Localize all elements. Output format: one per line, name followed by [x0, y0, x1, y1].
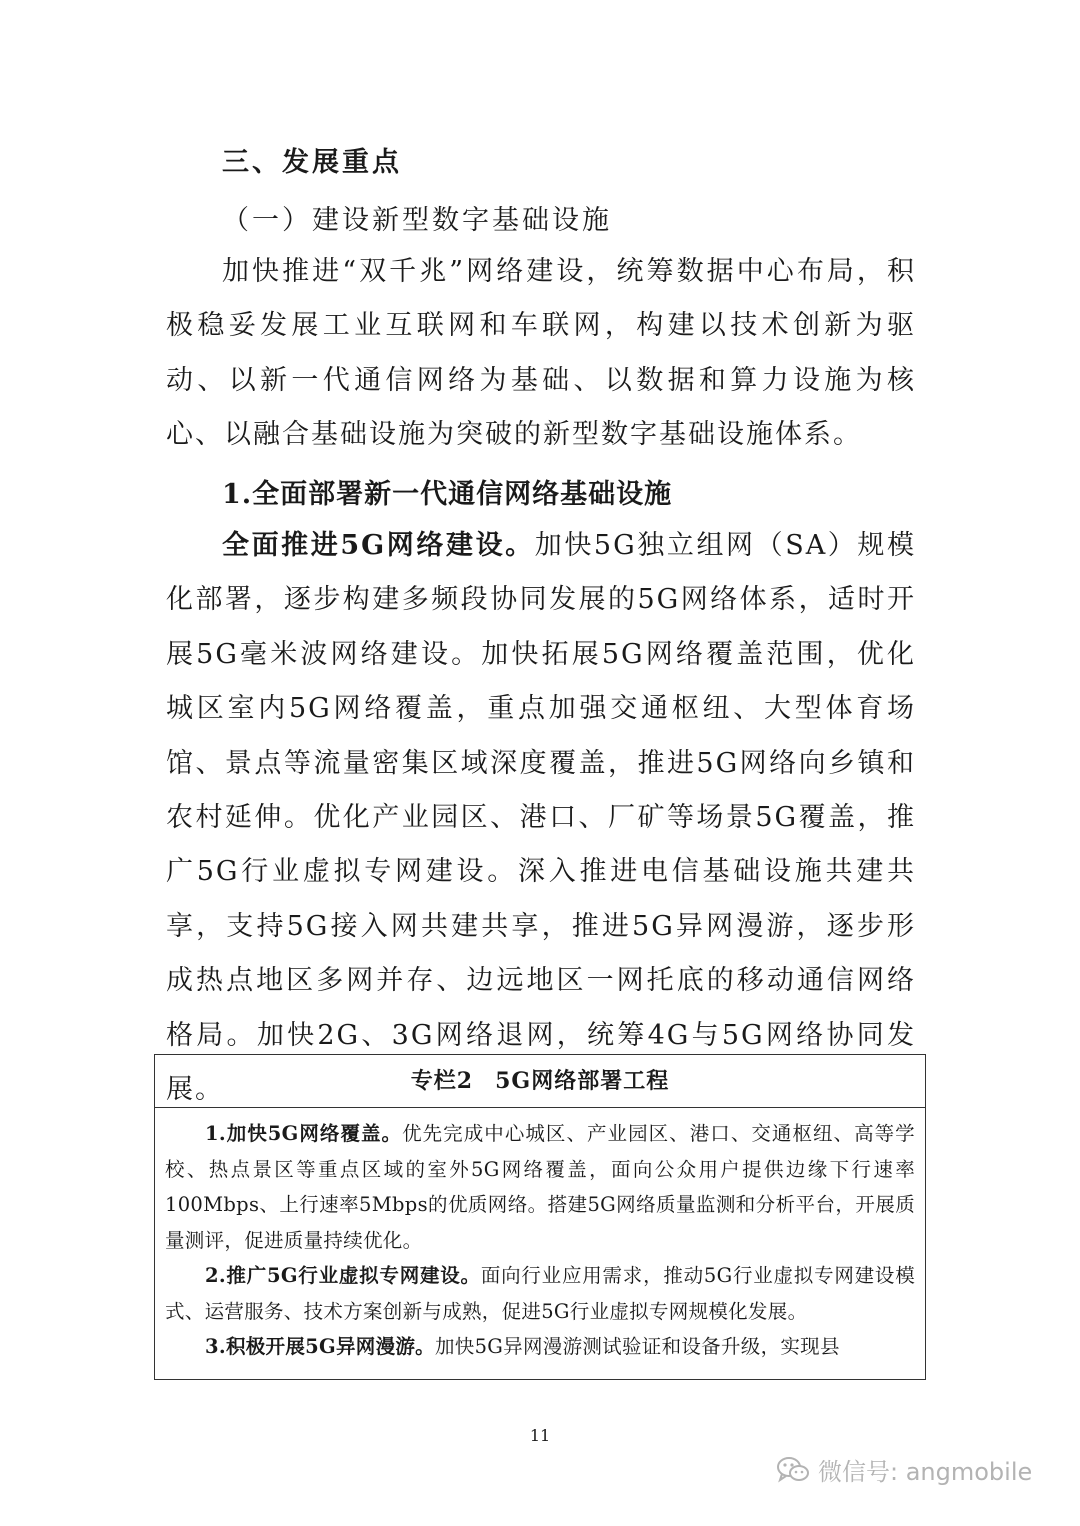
box-title — [155, 1055, 925, 1108]
item1-title: 1.全面部署新一代通信网络基础设施 — [222, 479, 673, 510]
watermark-text: 微信号: angmobile — [818, 1458, 1033, 1486]
box-item-body: 加快5G异网漫游测试验证和设备升级，实现县 — [434, 1335, 840, 1358]
5g-network-paragraph — [166, 519, 916, 1117]
section-title: 三、发展重点 — [222, 147, 402, 178]
box-item-head: 2.推广5G行业虚拟专网建设。 — [205, 1264, 481, 1287]
box-title-label: 专栏2 — [410, 1068, 474, 1094]
page-number: 11 — [529, 1426, 551, 1445]
box-item — [165, 1258, 915, 1329]
paragraph-lead: 全面推进5G网络建设。 — [222, 530, 535, 561]
box-item-body: 优先完成中心城区、产业园区、港口、交通枢纽、高等学校、热点景区等重点区域的室外5G网络覆盖，面向公众用户提供边缘下行速率100Mbps、上行速率5Mbps的优质网络。搭建5G网络质量监测和分析平台，开展质量测评，促进质量持续优化。 — [165, 1122, 915, 1252]
box-item — [165, 1329, 915, 1365]
box-item-head: 1.加快5G网络覆盖。 — [205, 1122, 403, 1145]
box-item — [165, 1116, 915, 1258]
box-title-text: 5G网络部署工程 — [495, 1068, 670, 1094]
paragraph-body: 加快5G独立组网（SA）规模化部署，逐步构建多频段协同发展的5G网络体系，适时开展5G毫米波网络建设。加快拓展5G网络覆盖范围，优化城区室内5G网络覆盖，重点加强交通枢纽、大型体育场馆、景点等流量密集区域深度覆盖，推进5G网络向乡镇和农村延伸。优化产业园区、港口、厂矿等场景5G覆盖，推广5G行业虚拟专网建设。深入推进电信基础设施共建共享，支持5G接入网共建共享，推进5G异网漫游，逐步形成热点地区多网并存、边远地区一网托底的移动通信网络格局。加快2G、3G网络退网，统筹4G与5G网络协同发展。 — [166, 530, 916, 1106]
box-item-body: 面向行业应用需求，推动5G行业虚拟专网建设模式、运营服务、技术方案创新与成熟，促进5G行业虚拟专网规模化发展。 — [165, 1264, 916, 1323]
column-box — [154, 1054, 926, 1380]
wechat-icon — [776, 1455, 810, 1485]
box-item-head: 3.积极开展5G异网漫游。 — [205, 1335, 435, 1358]
box-body — [155, 1108, 925, 1365]
watermark — [776, 1452, 1032, 1487]
subsection-title: （一）建设新型数字基础设施 — [222, 205, 612, 236]
intro-paragraph: 加快推进“双千兆”网络建设，统筹数据中心布局，积极稳妥发展工业互联网和车联网，构建以技术创新为驱动、以新一代通信网络为基础、以数据和算力设施为核心、以融合基础设施为突破的新型数字基础设施体系。 — [166, 256, 916, 451]
